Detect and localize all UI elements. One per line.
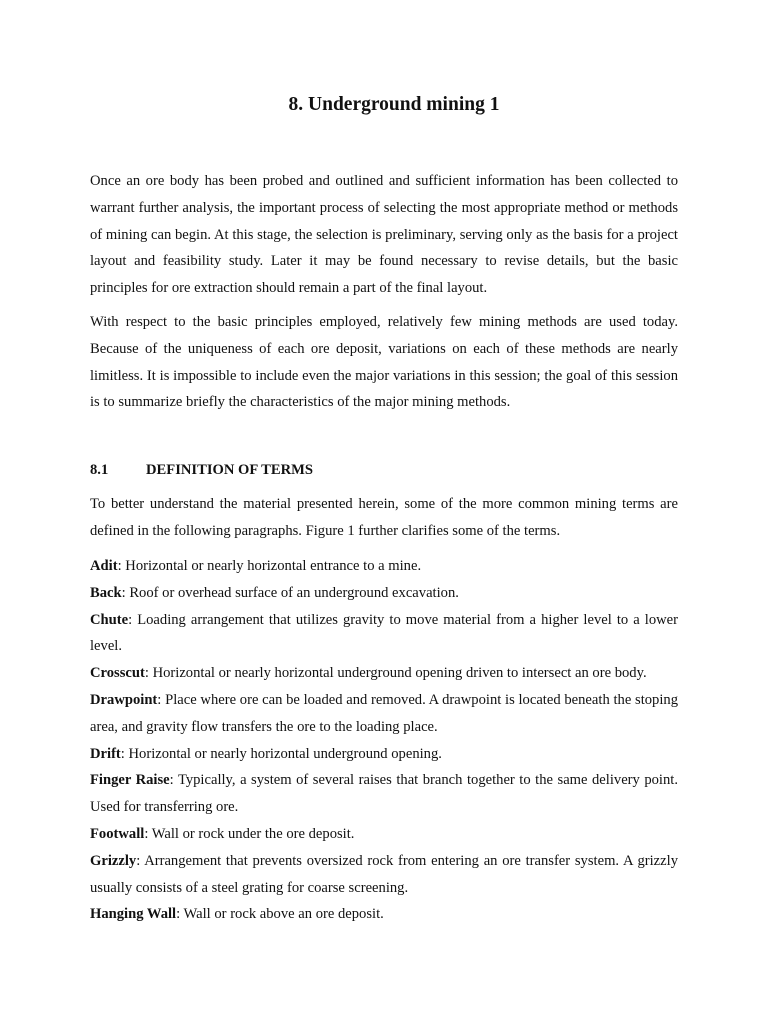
- term-entry-adit: [90, 553, 678, 580]
- paragraph-text: To better understand the material presented herein, some of the more common mining terms are defined in the following paragraphs. Figure 1 further clarifies some of the terms.: [90, 496, 678, 539]
- term-name: Adit: [90, 558, 118, 574]
- term-name: Back: [90, 584, 122, 601]
- term-name: Finger Raise: [90, 772, 170, 789]
- term-entry-finger-raise: [90, 767, 678, 821]
- term-name: Drift: [90, 745, 121, 762]
- term-definition: : Wall or rock above an ore deposit.: [176, 906, 384, 923]
- section-title: DEFINITION OF TERMS: [146, 462, 314, 478]
- term-definition: : Place where ore can be loaded and removed. A drawpoint is located beneath the stoping area, and gravity flow transfers the ore to the loading place.: [90, 691, 678, 735]
- paragraph-text: Once an ore body has been probed and outlined and sufficient information has been collected to warrant further analysis, the important process of selecting the most appropriate method or methods of mining can begin. At this stage, the selection is preliminary, serving only as the basis for a project layout and feasibility study. Later it may be found necessary to revise details, but the basic principles for ore extraction should remain a part of the final layout.: [90, 173, 678, 297]
- term-definition: : Typically, a system of several raises that branch together to the same delivery point. Used for transferring ore.: [90, 772, 678, 816]
- section-number: 8.1: [90, 462, 109, 478]
- terms-list: [90, 553, 678, 928]
- term-definition: : Arrangement that prevents oversized rock from entering an ore transfer system. A grizzly usually consists of a steel grating for coarse screening.: [90, 852, 678, 896]
- term-name: Chute: [90, 611, 129, 628]
- paragraph-text: With respect to the basic principles employed, relatively few mining methods are used today. Because of the uniqueness of each ore deposit, variations on each of these methods are nearly limitless. It is impossible to include even the major variations in this session; the goal of this session is to summarize briefly the characteristics of the major mining methods.: [90, 314, 678, 411]
- term-definition: : Roof or overhead surface of an underground excavation.: [121, 584, 459, 601]
- page-title: 8. Underground mining 1: [288, 94, 500, 115]
- term-entry-crosscut: [90, 660, 678, 687]
- term-entry-drift: [90, 741, 678, 768]
- term-definition: : Loading arrangement that utilizes gravity to move material from a higher level to a lower level.: [90, 611, 678, 655]
- term-name: Footwall: [90, 825, 145, 842]
- term-definition: : Horizontal or nearly horizontal underground opening driven to intersect an ore body.: [144, 665, 647, 682]
- term-entry-back: [90, 580, 678, 607]
- term-definition: : Horizontal or nearly horizontal entrance to a mine.: [117, 558, 422, 574]
- term-name: Hanging Wall: [90, 906, 177, 923]
- section-heading: [90, 457, 313, 483]
- intro-paragraph-1: [90, 168, 678, 302]
- term-name: Grizzly: [90, 852, 137, 869]
- intro-paragraph-2: [90, 309, 678, 416]
- term-entry-drawpoint: [90, 687, 678, 741]
- term-name: Drawpoint: [90, 691, 158, 708]
- term-definition: : Horizontal or nearly horizontal underground opening.: [120, 745, 442, 762]
- term-definition: : Wall or rock under the ore deposit.: [144, 825, 355, 842]
- term-entry-hanging-wall: [90, 901, 678, 928]
- section-intro-paragraph: [90, 491, 678, 545]
- term-name: Crosscut: [90, 665, 145, 682]
- term-entry-grizzly: [90, 848, 678, 902]
- term-entry-chute: [90, 607, 678, 661]
- term-entry-footwall: [90, 821, 678, 848]
